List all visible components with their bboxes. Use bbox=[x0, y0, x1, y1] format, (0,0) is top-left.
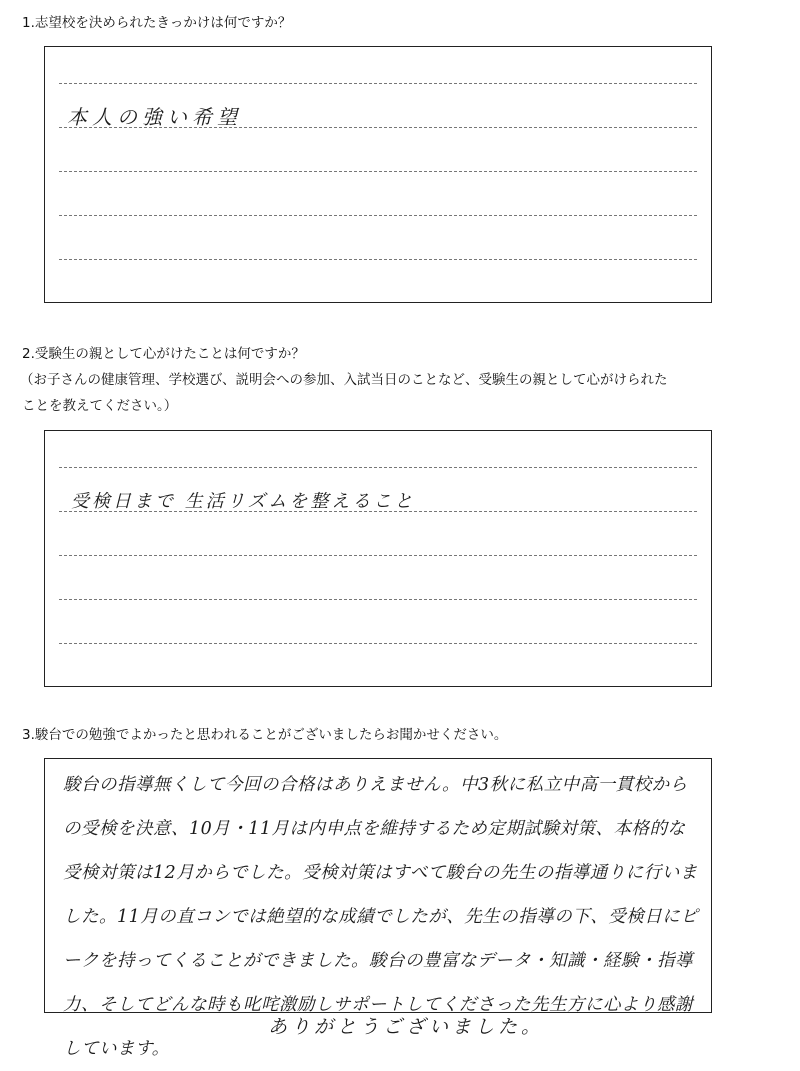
ruled-line bbox=[59, 599, 697, 600]
ruled-line bbox=[59, 171, 697, 172]
ruled-line bbox=[59, 83, 697, 84]
closing-thanks: ありがとうございました。 bbox=[268, 1016, 545, 1038]
ruled-line bbox=[59, 215, 697, 216]
question-2-label: 2.受験生の親として心がけたことは何ですか？ bbox=[22, 346, 305, 362]
ruled-line bbox=[59, 555, 697, 556]
answer-2-text: 受検日まで 生活リズムを整えること bbox=[71, 491, 416, 512]
answer-1-text: 本人の強い希望 bbox=[67, 105, 242, 129]
question-1-label: 1.志望校を決められたきっかけは何ですか？ bbox=[22, 15, 292, 31]
answer-3-text: 駿台の指導無くして今回の合格はありえません。中3秋に私立中高一貫校からの受検を決意、10月・11月は内申点を維持するため定期試験対策、本格的な受検対策は12月からでした。受検対策はすべて駿台の先生の指導通りに行いました。11月の直コンでは絶望的な成績でしたが、先生の指導の下、受検日にピークを持ってくることができました。駿台の豊富なデータ・知識・経験・指導力、そしてどんな時も叱咤激励しサポートしてくださった先生方に心より感謝しています。 bbox=[63, 775, 699, 1059]
question-3-label: 3.駿台での勉強でよかったと思われることがございましたらお聞かせください。 bbox=[22, 727, 508, 743]
ruled-line bbox=[59, 643, 697, 644]
answer-2-box bbox=[44, 430, 712, 687]
ruled-line bbox=[59, 467, 697, 468]
question-2-note-line1: （お子さんの健康管理、学校選び、説明会への参加、入試当日のことなど、受験生の親として心がけられた bbox=[20, 372, 668, 388]
question-2-note-line2: ことを教えてください。） bbox=[22, 398, 178, 414]
ruled-line bbox=[59, 259, 697, 260]
answer-1-box bbox=[44, 46, 712, 303]
